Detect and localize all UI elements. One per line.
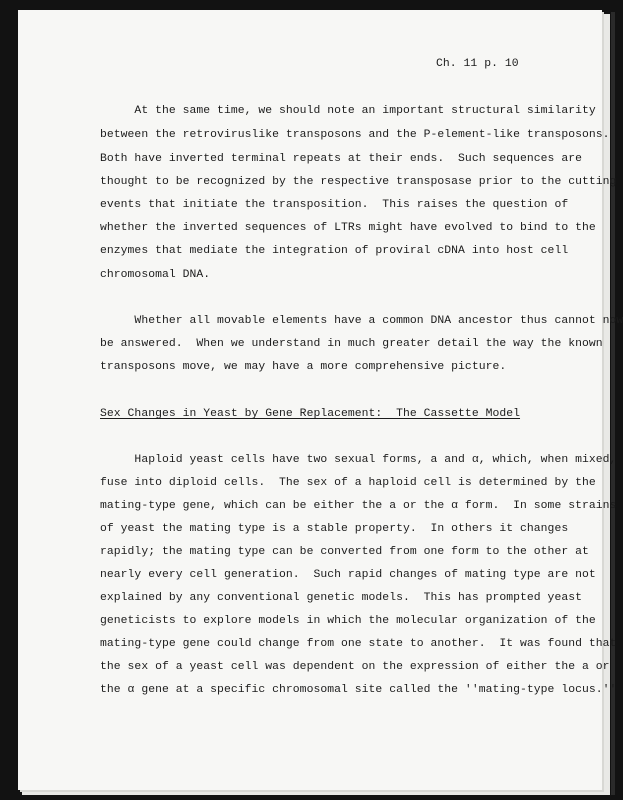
section-heading: Sex Changes in Yeast by Gene Replacement: The Cassette Model [100,408,521,420]
page-header: Ch. 11 p. 10 [436,58,519,70]
p3-line-4: of yeast the mating type is a stable property. In others it changes [100,523,569,535]
p2-line-1: Whether all movable elements have a common DNA ancestor thus cannot now [100,315,623,327]
p1-line-1: At the same time, we should note an important structural similarity [100,105,596,117]
p3-line-10: the sex of a yeast cell was dependent on the expression of either the a or [100,661,610,673]
p1-line-7: enzymes that mediate the integration of proviral cDNA into host cell [100,245,569,257]
p1-line-2: between the retroviruslike transposons and the P-element-like transposons. [100,129,610,141]
p3-line-1: Haploid yeast cells have two sexual forms, a and α, which, when mixed, [100,454,617,466]
p1-line-3: Both have inverted terminal repeats at their ends. Such sequences are [100,153,582,165]
p2-line-2: be answered. When we understand in much greater detail the way the known [100,338,603,350]
p1-line-8: chromosomal DNA. [100,269,211,281]
p3-line-3: mating-type gene, which can be either the a or the α form. In some strains [100,500,617,512]
p1-line-4: thought to be recognized by the respective transposase prior to the cutting [100,176,617,188]
p3-line-8: geneticists to explore models in which the molecular organization of the [100,615,596,627]
p1-line-5: events that initiate the transposition. This raises the question of [100,199,569,211]
p1-line-6: whether the inverted sequences of LTRs might have evolved to bind to the [100,222,596,234]
p3-line-11: the α gene at a specific chromosomal site called the ''mating-type locus.'' [100,684,617,696]
p3-line-7: explained by any conventional genetic models. This has prompted yeast [100,592,582,604]
p3-line-2: fuse into diploid cells. The sex of a haploid cell is determined by the [100,477,596,489]
p3-line-9: mating-type gene could change from one state to another. It was found that [100,638,617,650]
p2-line-3: transposons move, we may have a more comprehensive picture. [100,361,507,373]
p3-line-6: nearly every cell generation. Such rapid changes of mating type are not [100,569,596,581]
p3-line-5: rapidly; the mating type can be converted from one form to the other at [100,546,589,558]
page-stack-edge [611,12,615,795]
